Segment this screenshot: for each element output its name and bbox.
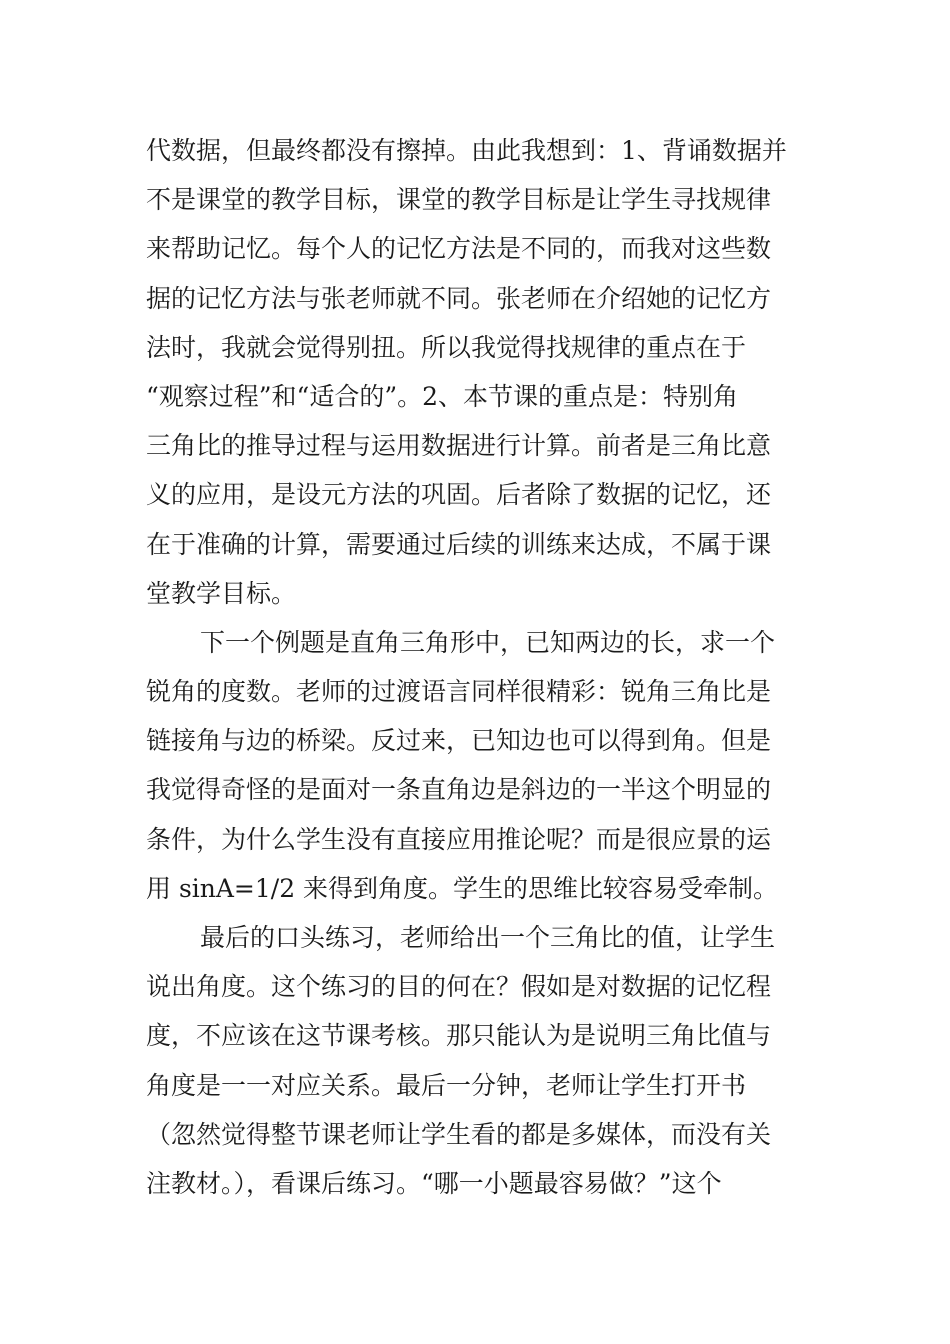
- text-line: 据的记忆方法与张老师就不同。张老师在介绍她的记忆方: [146, 283, 772, 313]
- text-line: 我觉得奇怪的是面对一条直角边是斜边的一半这个明显的: [146, 775, 772, 805]
- text-line: 角度是一一对应关系。最后一分钟，老师让学生打开书: [146, 1070, 747, 1100]
- text-line: “观察过程”和“适合的”。2、本节课的重点是：特别角: [146, 381, 739, 411]
- text-line: 锐角的度数。老师的过渡语言同样很精彩：锐角三角比是: [146, 677, 772, 707]
- text-line: 条件，为什么学生没有直接应用推论呢？而是很应景的运: [146, 824, 772, 854]
- text-line: 法时，我就会觉得别扭。所以我觉得找规律的重点在于: [146, 332, 747, 362]
- text-line: 注教材。），看课后练习。“哪一小题最容易做？”这个: [146, 1168, 722, 1198]
- text-line: 三角比的推导过程与运用数据进行计算。前者是三角比意: [146, 431, 772, 461]
- text-line: 说出角度。这个练习的目的何在？假如是对数据的记忆程: [146, 972, 772, 1002]
- text-line: 代数据，但最终都没有擦掉。由此我想到：1、背诵数据并: [146, 136, 787, 165]
- text-line: 堂教学目标。: [146, 578, 297, 608]
- text-line: 用 sinA=1/2 来得到角度。学生的思维比较容易受牵制。: [146, 873, 779, 903]
- text-line: 不是课堂的教学目标，课堂的教学目标是让学生寻找规律: [146, 185, 772, 215]
- text-line: 在于准确的计算，需要通过后续的训练来达成，不属于课: [146, 529, 772, 559]
- text-line: 度，不应该在这节课考核。那只能认为是说明三角比值与: [146, 1021, 772, 1051]
- paragraph-first-line: 最后的口头练习，老师给出一个三角比的值，让学生: [200, 923, 776, 952]
- paragraph-first-line: 下一个例题是直角三角形中，已知两边的长，求一个: [200, 627, 776, 657]
- body-text: [146, 126, 806, 1208]
- text-line: （忽然觉得整节课老师让学生看的都是多媒体，而没有关: [146, 1119, 772, 1149]
- text-line: 链接角与边的桥梁。反过来，已知边也可以得到角。但是: [146, 726, 772, 756]
- text-line: 义的应用，是设元方法的巩固。后者除了数据的记忆，还: [146, 480, 772, 510]
- text-line: 来帮助记忆。每个人的记忆方法是不同的，而我对这些数: [146, 234, 772, 264]
